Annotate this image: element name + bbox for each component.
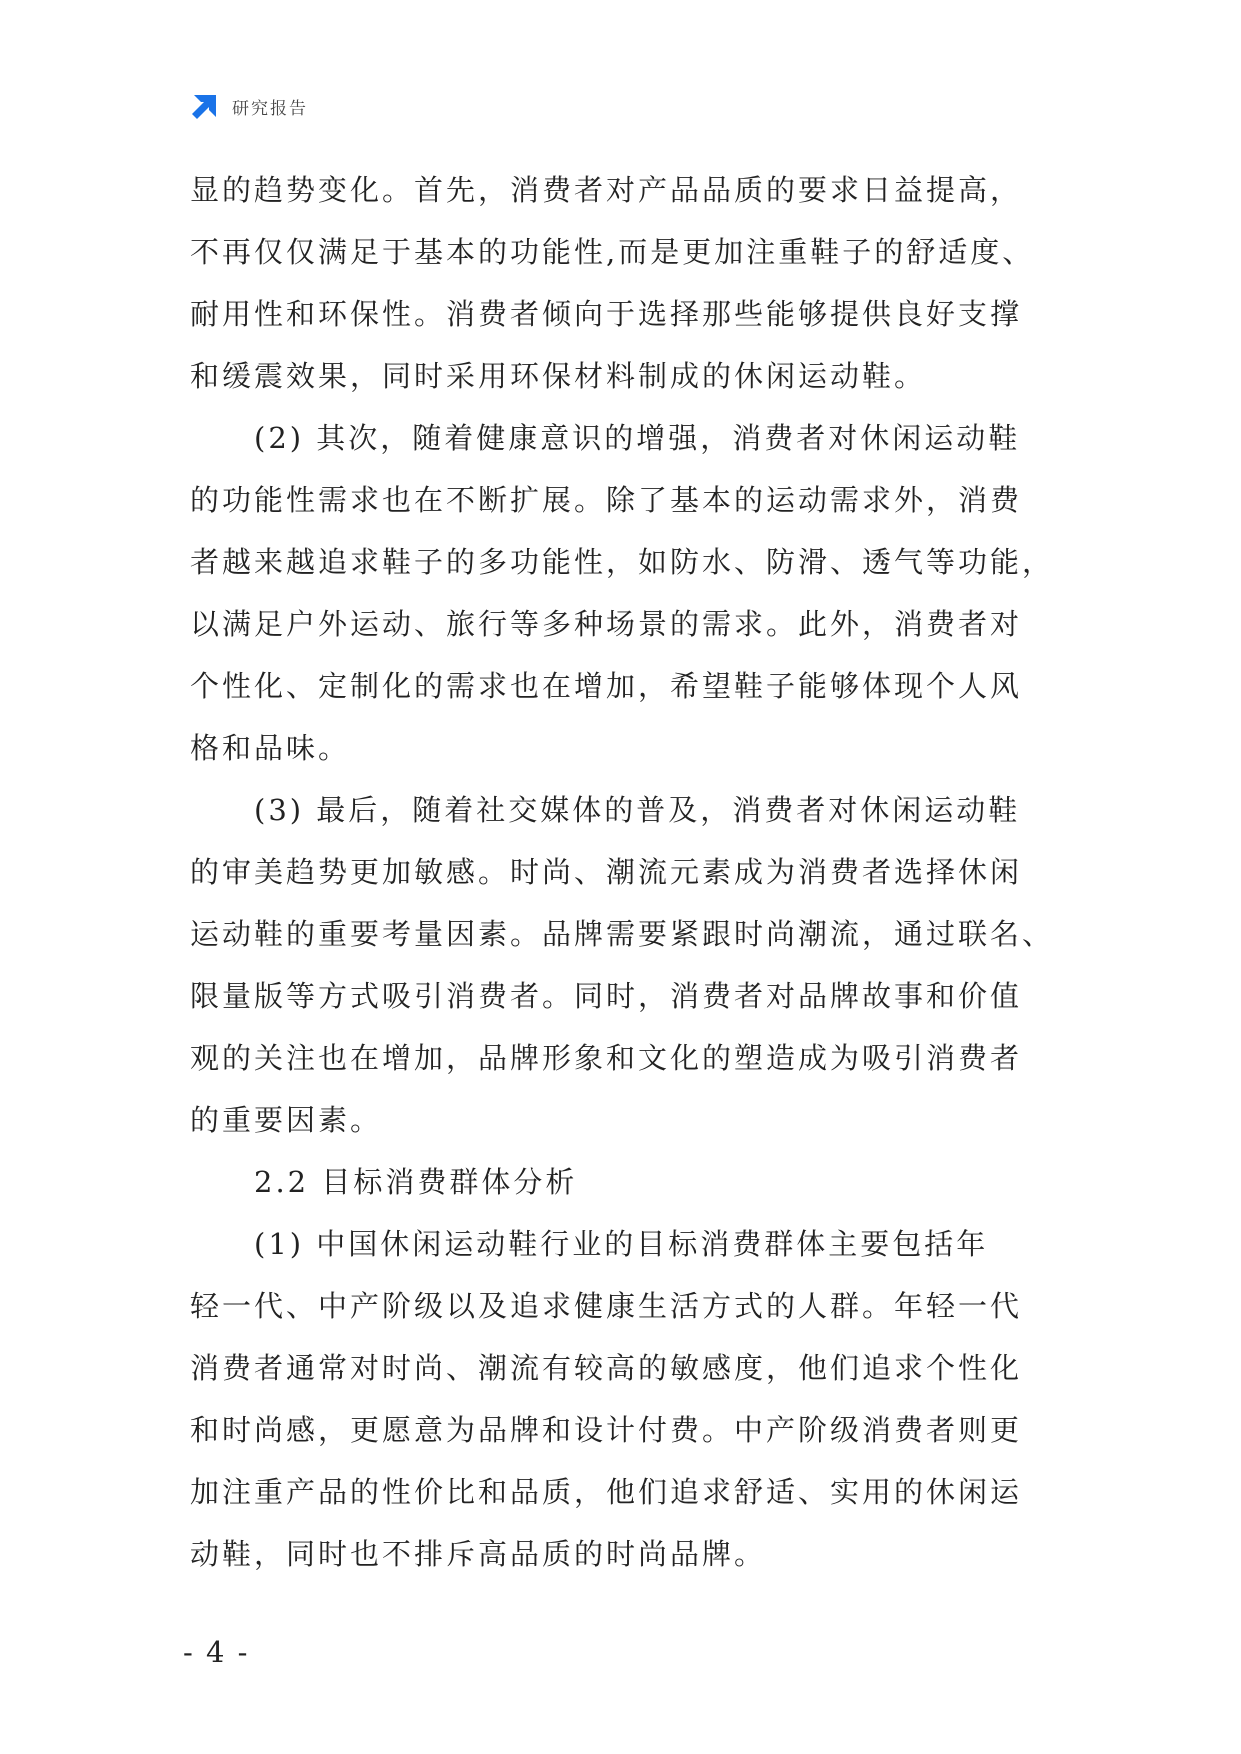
text-line: 耐用性和环保性。消费者倾向于选择那些能够提供良好支撑 [190,297,1023,331]
text-line: 加注重产品的性价比和品质，他们追求舒适、实用的休闲运 [190,1475,1023,1509]
text-line: 限量版等方式吸引消费者。同时，消费者对品牌故事和价值 [190,979,1023,1013]
text-line: 个性化、定制化的需求也在增加，希望鞋子能够体现个人风 [190,669,1023,703]
text-line: 运动鞋的重要考量因素。品牌需要紧跟时尚潮流，通过联名、 [190,917,1055,951]
text-line: 消费者通常对时尚、潮流有较高的敏感度，他们追求个性化 [190,1351,1023,1385]
paragraph-start-line: (2) 其次，随着健康意识的增强，消费者对休闲运动鞋 [254,421,1021,455]
text-line: 和时尚感，更愿意为品牌和设计付费。中产阶级消费者则更 [190,1413,1023,1447]
text-line: 者越来越追求鞋子的多功能性，如防水、防滑、透气等功能， [190,545,1055,579]
text-line: 的重要因素。 [190,1103,383,1137]
text-line: 和缓震效果，同时采用环保材料制成的休闲运动鞋。 [190,359,927,393]
paragraph-start-line: 2.2 目标消费群体分析 [254,1165,578,1199]
text-line: 轻一代、中产阶级以及追求健康生活方式的人群。年轻一代 [190,1289,1023,1323]
arrow-up-right-icon [190,91,220,121]
paragraph-start-line: (1) 中国休闲运动鞋行业的目标消费群体主要包括年 [254,1227,989,1261]
text-line: 显的趋势变化。首先，消费者对产品品质的要求日益提高， [190,173,1023,207]
text-line: 格和品味。 [190,731,351,765]
text-line: 动鞋，同时也不排斥高品质的时尚品牌。 [190,1537,767,1571]
text-line: 不再仅仅满足于基本的功能性,而是更加注重鞋子的舒适度、 [190,235,1035,269]
text-line: 以满足户外运动、旅行等多种场景的需求。此外，消费者对 [190,607,1023,641]
document-body [190,159,1090,1585]
paragraph-start-line: (3) 最后，随着社交媒体的普及，消费者对休闲运动鞋 [254,793,1021,827]
header-title: 研究报告 [232,98,308,119]
text-line: 观的关注也在增加，品牌形象和文化的塑造成为吸引消费者 [190,1041,1023,1075]
text-line: 的审美趋势更加敏感。时尚、潮流元素成为消费者选择休闲 [190,855,1023,889]
page-header [190,90,308,122]
page-number: - 4 - [183,1635,250,1669]
text-line: 的功能性需求也在不断扩展。除了基本的运动需求外，消费 [190,483,1023,517]
